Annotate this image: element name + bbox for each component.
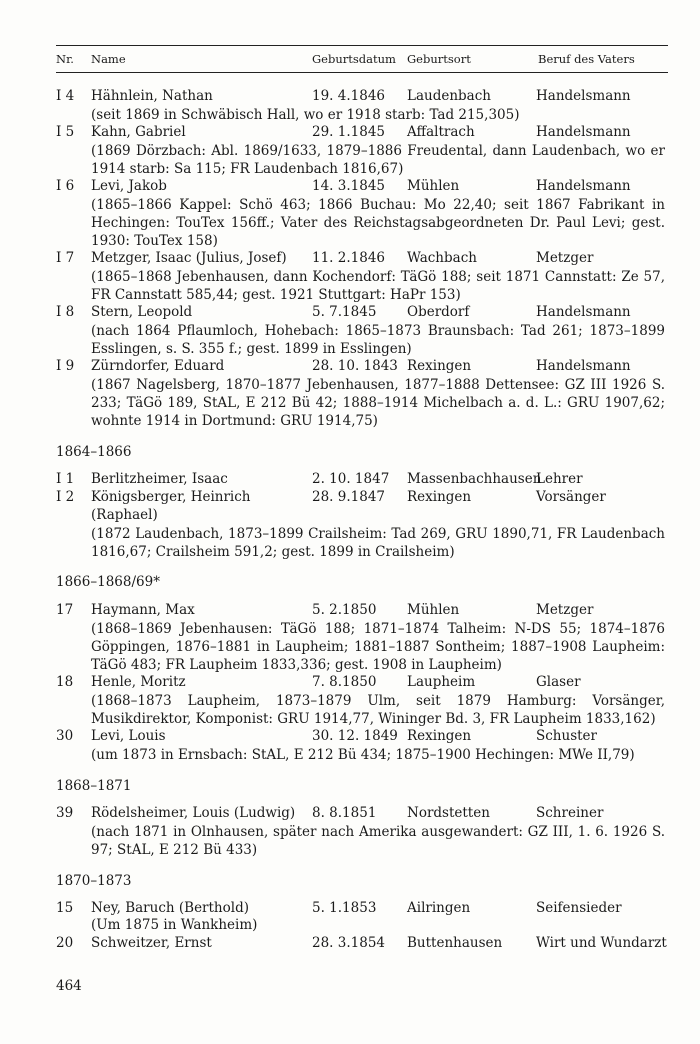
entry-place: Laudenbach bbox=[407, 88, 491, 104]
entry-nr: 18 bbox=[56, 674, 74, 690]
entry-place: Rexingen bbox=[407, 358, 472, 374]
top-rule bbox=[56, 45, 668, 46]
section-heading: 1864–1866 bbox=[56, 444, 132, 460]
entry-name: Berlitzheimer, Isaac bbox=[91, 471, 228, 487]
entry-date: 30. 12. 1849 bbox=[312, 728, 398, 744]
entry-nr: 15 bbox=[56, 900, 74, 916]
entry-place: Buttenhausen bbox=[407, 935, 503, 951]
entry-profession: Vorsänger bbox=[536, 489, 606, 505]
entry-place: Affaltrach bbox=[407, 124, 475, 140]
entry-note: (1868–1873 Laupheim, 1873–1879 Ulm, seit 1879 Hamburg: Vorsänger, Musikdirektor, Komponist: GRU 1914,77, Wininger Bd. 3, FR Laupheim 1833,162) bbox=[91, 693, 665, 727]
entry-place: Rexingen bbox=[407, 489, 472, 505]
header-geburtsdatum: Geburtsdatum bbox=[312, 52, 396, 66]
entry-profession: Schuster bbox=[536, 728, 597, 744]
entry-place: Mühlen bbox=[407, 178, 460, 194]
section-heading: 1868–1871 bbox=[56, 778, 132, 794]
entry-profession: Glaser bbox=[536, 674, 581, 690]
entry-nr: I 2 bbox=[56, 489, 75, 505]
entry-name: Rödelsheimer, Louis (Ludwig) bbox=[91, 805, 296, 821]
entry-name: Stern, Leopold bbox=[91, 304, 193, 320]
entry-profession: Wirt und Wundarzt bbox=[536, 935, 667, 951]
entry-nr: I 9 bbox=[56, 358, 75, 374]
entry-profession: Handelsmann bbox=[536, 88, 631, 104]
entry-note: (nach 1871 in Olnhausen, später nach Amerika ausgewandert: GZ III, 1. 6. 1926 S. 97; StAL, E 212 Bü 433) bbox=[91, 824, 665, 858]
entry-date: 28. 9.1847 bbox=[312, 489, 385, 505]
entry-note: (um 1873 in Ernsbach: StAL, E 212 Bü 434; 1875–1900 Hechingen: MWe II,79) bbox=[91, 747, 635, 763]
entry-nr: I 4 bbox=[56, 88, 75, 104]
entry-nr: I 8 bbox=[56, 304, 75, 320]
entry-place: Massenbachhausen bbox=[407, 471, 542, 487]
entry-place: Wachbach bbox=[407, 250, 477, 266]
entry-place: Rexingen bbox=[407, 728, 472, 744]
entry-profession: Metzger bbox=[536, 602, 594, 618]
entry-date: 11. 2.1846 bbox=[312, 250, 385, 266]
entry-name: Zürndorfer, Eduard bbox=[91, 358, 225, 374]
entry-name: Kahn, Gabriel bbox=[91, 124, 186, 140]
section-heading: 1870–1873 bbox=[56, 873, 132, 889]
entry-date: 29. 1.1845 bbox=[312, 124, 385, 140]
entry-note: (1872 Laudenbach, 1873–1899 Crailsheim: Tad 269, GRU 1890,71, FR Laudenbach 1816,67; Crailsheim 591,2; gest. 1899 in Crailsheim) bbox=[91, 526, 665, 560]
entry-date: 19. 4.1846 bbox=[312, 88, 385, 104]
header-rule bbox=[56, 72, 668, 73]
entry-name: Ney, Baruch (Berthold) bbox=[91, 900, 249, 916]
entry-date: 5. 1.1853 bbox=[312, 900, 377, 916]
header-geburtsort: Geburtsort bbox=[407, 52, 471, 66]
entry-profession: Seifensieder bbox=[536, 900, 622, 916]
entry-name: Levi, Louis bbox=[91, 728, 166, 744]
entry-place: Nordstetten bbox=[407, 805, 490, 821]
entry-date: 28. 10. 1843 bbox=[312, 358, 398, 374]
entry-name: Henle, Moritz bbox=[91, 674, 186, 690]
entry-profession: Metzger bbox=[536, 250, 594, 266]
entry-name-continued: (Raphael) bbox=[91, 507, 158, 523]
section-heading: 1866–1868/69* bbox=[56, 574, 160, 590]
entry-note: (1869 Dörzbach: Abl. 1869/1633, 1879–1886 Freudental, dann Laudenbach, wo er 1914 starb: Sa 115; FR Laudenbach 1816,67) bbox=[91, 143, 665, 177]
entry-name: Levi, Jakob bbox=[91, 178, 167, 194]
entry-nr: 17 bbox=[56, 602, 74, 618]
entry-profession: Schreiner bbox=[536, 805, 604, 821]
entry-nr: I 7 bbox=[56, 250, 75, 266]
entry-name: Hähnlein, Nathan bbox=[91, 88, 213, 104]
entry-nr: I 5 bbox=[56, 124, 75, 140]
entry-note: (1867 Nagelsberg, 1870–1877 Jebenhausen, 1877–1888 Dettensee: GZ III 1926 S. 233; TäGö 189, StAL, E 212 Bü 42; 1888–1914 Michelbach a. d. L.: GRU 1907,62; wohnte 1914 in Dortmund: GRU 1914,75) bbox=[91, 377, 665, 429]
entry-note: (1865–1866 Kappel: Schö 463; 1866 Buchau: Mo 22,40; seit 1867 Fabrikant in Hechingen: TouTex 156ff.; Vater des Reichstagsabgeordneten Dr. Paul Levi; gest. 1930: TouTex 158) bbox=[91, 197, 665, 249]
entry-name: Haymann, Max bbox=[91, 602, 195, 618]
header-nr: Nr. bbox=[56, 52, 74, 66]
entry-profession: Handelsmann bbox=[536, 178, 631, 194]
entry-date: 14. 3.1845 bbox=[312, 178, 385, 194]
entry-profession: Lehrer bbox=[536, 471, 583, 487]
entry-nr: 39 bbox=[56, 805, 74, 821]
entry-date: 5. 2.1850 bbox=[312, 602, 377, 618]
entry-date: 8. 8.1851 bbox=[312, 805, 377, 821]
entry-place: Ailringen bbox=[407, 900, 471, 916]
entry-note: (nach 1864 Pflaumloch, Hohebach: 1865–1873 Braunsbach: Tad 261; 1873–1899 Esslingen, s. S. 355 f.; gest. 1899 in Esslingen) bbox=[91, 323, 665, 357]
header-name: Name bbox=[91, 52, 126, 66]
entry-name: Schweitzer, Ernst bbox=[91, 935, 212, 951]
entry-date: 5. 7.1845 bbox=[312, 304, 377, 320]
entry-note: (seit 1869 in Schwäbisch Hall, wo er 1918 starb: Tad 215,305) bbox=[91, 107, 520, 123]
entry-place: Mühlen bbox=[407, 602, 460, 618]
entry-nr: 20 bbox=[56, 935, 74, 951]
entry-nr: I 1 bbox=[56, 471, 75, 487]
entry-note: (1868–1869 Jebenhausen: TäGö 188; 1871–1874 Talheim: N-DS 55; 1874–1876 Göppingen, 1876–1881 in Laupheim; 1881–1887 Sontheim; 1887–1908 Laupheim: TäGö 483; FR Laupheim 1833,336; gest. 1908 in Laupheim) bbox=[91, 621, 665, 673]
entry-nr: I 6 bbox=[56, 178, 75, 194]
entry-date: 28. 3.1854 bbox=[312, 935, 385, 951]
page-number: 464 bbox=[56, 978, 82, 994]
entry-profession: Handelsmann bbox=[536, 304, 631, 320]
entry-note: (1865–1868 Jebenhausen, dann Kochendorf: TäGö 188; seit 1871 Cannstatt: Ze 57, FR Cannstatt 585,44; gest. 1921 Stuttgart: HaPr 153) bbox=[91, 269, 665, 303]
entry-date: 2. 10. 1847 bbox=[312, 471, 390, 487]
entry-place: Oberdorf bbox=[407, 304, 470, 320]
entry-name: Königsberger, Heinrich bbox=[91, 489, 251, 505]
entry-profession: Handelsmann bbox=[536, 124, 631, 140]
header-beruf: Beruf des Vaters bbox=[538, 52, 635, 66]
entry-name-continued: (Um 1875 in Wankheim) bbox=[91, 917, 258, 933]
entry-date: 7. 8.1850 bbox=[312, 674, 377, 690]
entry-profession: Handelsmann bbox=[536, 358, 631, 374]
entry-nr: 30 bbox=[56, 728, 74, 744]
entry-place: Laupheim bbox=[407, 674, 476, 690]
entry-name: Metzger, Isaac (Julius, Josef) bbox=[91, 250, 287, 266]
